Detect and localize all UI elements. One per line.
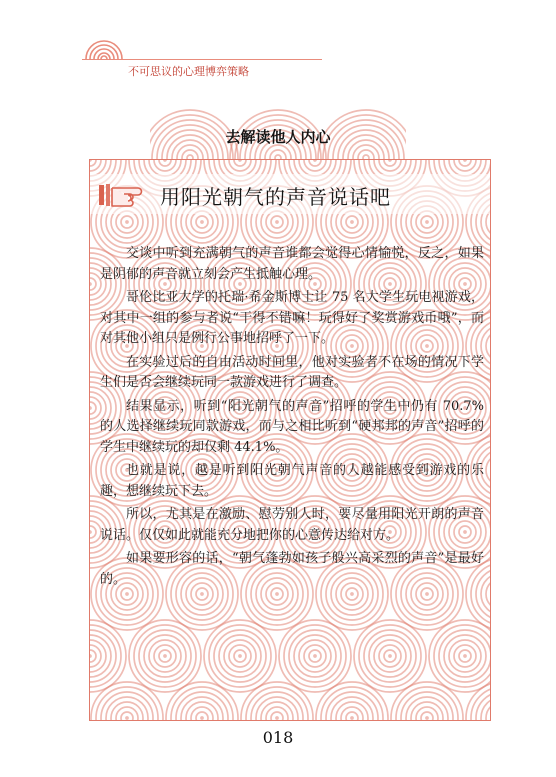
feature-box [89,159,491,721]
header-rule [82,59,322,60]
running-header: 不可思议的心理博弈策略 [128,65,249,78]
header-arc-ornament [84,34,124,60]
article-body [100,244,484,593]
paragraph: 结果显示，听到“阳光朝气的声音”招呼的学生中仍有 70.7% 的人选择继续玩同款游戏，而与之相比听到“硬邦邦的声音”招呼的学生中继续玩的却仅剩 44.1%。 [100,398,484,455]
paragraph: 如果要形容的话，“朝气蓬勃如孩子般兴高采烈的声音”是最好的。 [100,551,484,587]
paragraph: 哥伦比亚大学的托瑞·希金斯博士让 75 名大学生玩电视游戏，对其中一组的参与者说“干得不错嘛！玩得好了奖赏游戏币哦”，而对其他小组只是例行公事地招呼了一下。 [100,290,484,346]
section-title: 去解读他人内心 [225,128,331,146]
paragraph: 交谈中听到充满朝气的声音谁都会觉得心情愉悦，反之，如果是阴郁的声音就立刻会产生抵触心理。 [100,246,484,282]
pointing-hand-icon [98,180,150,210]
paragraph: 也就是说，越是听到阳光朝气声音的人越能感受到游戏的乐趣，想继续玩下去。 [100,463,484,499]
paragraph: 在实验过后的自由活动时间里，他对实验者不在场的情况下学生们是否会继续玩同一款游戏进行了调查。 [100,354,484,390]
page-number: 018 [262,728,294,747]
paragraph: 所以，尤其是在激励、慰劳别人时，要尽量用阳光开朗的声音说话。仅仅如此就能充分地把你的心意传达给对方。 [100,507,484,543]
box-title: 用阳光朝气的声音说话吧 [160,185,391,209]
